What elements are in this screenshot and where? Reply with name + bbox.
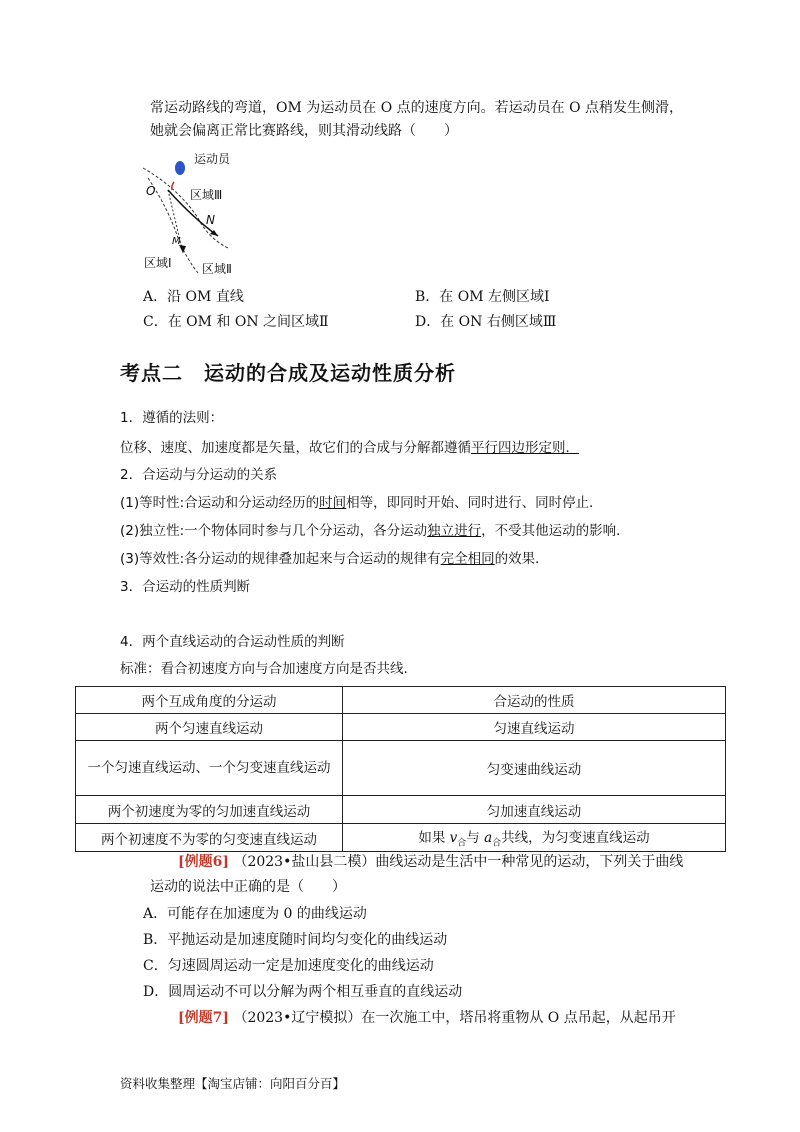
option-d: D．在 ON 右侧区域Ⅲ — [415, 314, 557, 330]
footer-text: 资料收集整理【淘宝店铺：向阳百分百】 — [120, 1076, 346, 1091]
table-cell: 一个匀速直线运动、一个匀变速直线运动 — [76, 741, 343, 796]
example6-line-2: 运动的说法中正确的是（ ） — [150, 879, 346, 895]
label-athlete: 运动员 — [194, 152, 231, 166]
table-row — [76, 741, 726, 796]
rule-heading: 1．遵循的法则： — [120, 410, 224, 426]
point-equivalence — [120, 549, 549, 569]
example6-text-1: （2023•盐山县二模）曲线运动是生活中一种常见的运动，下列关于曲线 — [233, 854, 684, 870]
p1-post: 相等，即同时开始、同时进行、同时停止． — [346, 495, 603, 511]
table-row — [76, 796, 726, 824]
option-c: C．在 OM 和 ON 之间区域Ⅱ — [143, 314, 329, 330]
judgement-heading: 4．两个直线运动的合运动性质的判断 — [120, 634, 345, 650]
table-cell: 匀速直线运动 — [343, 714, 726, 741]
sub-he-1: 合 — [457, 838, 467, 849]
option-b: B．在 OM 左侧区域Ⅰ — [415, 289, 550, 305]
table-row — [76, 824, 726, 852]
p3-post: 的效果． — [494, 551, 549, 567]
section-title: 考点二 运动的合成及运动性质分析 — [120, 361, 456, 385]
example6-line-1 — [178, 852, 683, 872]
cell-pre: 如果 — [418, 830, 450, 847]
table-cell: 两个初速度为零的匀加速直线运动 — [76, 796, 343, 824]
p2-pre: (2)独立性:一个物体同时参与几个分运动，各分运动 — [120, 523, 428, 539]
table-cell: 两个匀速直线运动 — [76, 714, 343, 741]
example6-option-b: B．平抛运动是加速度随时间均匀变化的曲线运动 — [143, 932, 448, 948]
point-independence — [120, 521, 630, 541]
sub-he-2: 合 — [492, 838, 502, 849]
table-header-cell: 合运动的性质 — [343, 687, 726, 714]
relation-heading: 2．合运动与分运动的关系 — [120, 467, 278, 483]
motion-table — [75, 686, 726, 852]
standard-text: 标准：看合初速度方向与合加速度方向是否共线. — [120, 661, 408, 677]
example7-tag: [例题7] — [178, 1010, 229, 1026]
label-n: N — [206, 213, 215, 227]
rule-text — [120, 438, 579, 458]
example7-line-1 — [178, 1008, 676, 1028]
p1-pre: (1)等时性:合运动和分运动经历的 — [120, 495, 320, 511]
label-o: O — [146, 184, 156, 198]
skating-figure — [138, 148, 258, 278]
label-m: M — [172, 236, 181, 247]
table-cell: 匀变速曲线运动 — [343, 741, 726, 796]
example6-option-a: A．可能存在加速度为 0 的曲线运动 — [143, 906, 367, 922]
nature-heading: 3．合运动的性质判断 — [120, 579, 251, 595]
point-simultaneity — [120, 493, 603, 513]
table-header-row — [76, 687, 726, 714]
table-cell: 两个初速度不为零的匀变速直线运动 — [76, 824, 343, 852]
cell-post: 共线，为匀变速直线运动 — [501, 830, 650, 847]
table-header-cell: 两个互成角度的分运动 — [76, 687, 343, 714]
intro-line-2: 她就会偏离正常比赛路线，则其滑动线路（ ） — [150, 123, 458, 139]
label-region-2: 区域Ⅱ — [202, 262, 232, 276]
example6-option-d: D．圆周运动不可以分解为两个相互垂直的直线运动 — [143, 984, 463, 1000]
athlete-icon — [175, 161, 185, 175]
intro-line-1: 常运动路线的弯道，OM 为运动员在 O 点的速度方向。若运动员在 O 点稍发生侧滑， — [150, 100, 684, 116]
rule-text-underlined: 平行四边形定则． — [471, 440, 579, 456]
p2-underlined: 独立进行 — [427, 523, 482, 539]
p3-underlined: 完全相同 — [440, 551, 495, 567]
cell-mid: 与 — [466, 830, 485, 847]
table-cell: 匀加速直线运动 — [343, 796, 726, 824]
symbol-v: v — [449, 830, 458, 847]
table-row — [76, 714, 726, 741]
symbol-a: a — [484, 830, 493, 847]
table-cell-collinear — [343, 824, 726, 852]
example7-text: （2023•辽宁模拟）在一次施工中，塔吊将重物从 O 点吊起，从起吊开 — [233, 1010, 676, 1026]
label-region-3: 区域Ⅲ — [190, 188, 223, 202]
label-region-1: 区域Ⅰ — [144, 256, 172, 270]
p2-post: ，不受其他运动的影响． — [481, 523, 630, 539]
example6-tag: [例题6] — [178, 854, 229, 870]
option-a: A．沿 OM 直线 — [143, 289, 244, 305]
example6-option-c: C．匀速圆周运动一定是加速度变化的曲线运动 — [143, 958, 434, 974]
p1-underlined: 时间 — [319, 495, 347, 511]
p3-pre: (3)等效性:各分运动的规律叠加起来与合运动的规律有 — [120, 551, 441, 567]
rule-text-pre: 位移、速度、加速度都是矢量，故它们的合成与分解都遵循 — [120, 440, 471, 456]
